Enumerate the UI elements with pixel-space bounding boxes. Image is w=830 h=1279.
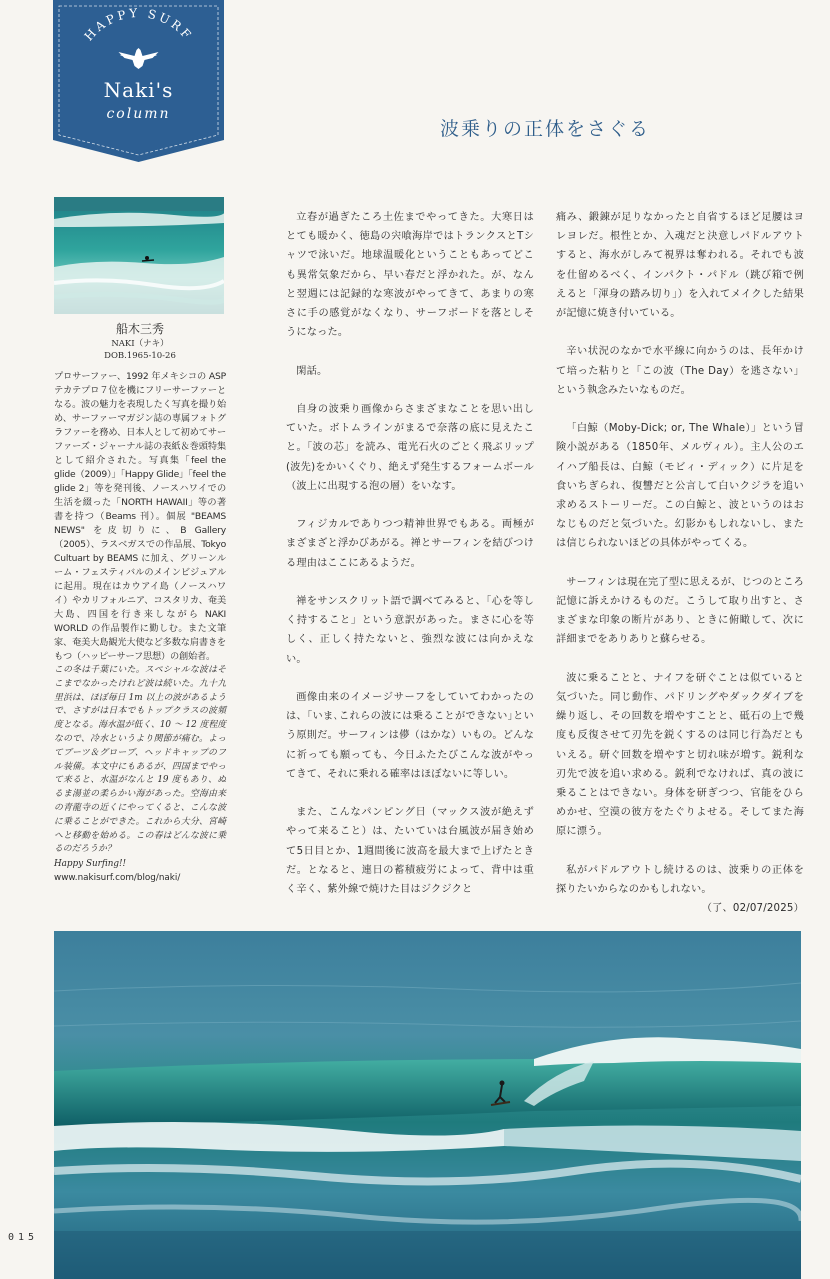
badge-sub: column: [106, 106, 171, 122]
closing-date: （了、02/07/2025）: [701, 903, 804, 915]
column-badge: [53, 0, 224, 162]
paragraph: 閑話。: [296, 365, 328, 377]
paragraph: 辛い状況のなかで水平線に向かうのは、長年かけて培った粘りと「この波（The Day）を逃さない」という執念みたいなものだ。: [556, 346, 804, 396]
paragraph: 画像由来のイメージサーフをしていてわかったのは、｢いま､これらの波には乗ることができない｣という原則だ。サーフィンは儚（はかな）いもの。どんなに祈っても願っても、今日ふたたびこんな波がやってきて、それに乗れる確率はほぼないに等しい。: [286, 692, 534, 780]
blog-link[interactable]: www.nakisurf.com/blog/naki/: [54, 873, 181, 884]
article-title: 波乗りの正体をさぐる: [440, 118, 651, 140]
author-note: この冬は千葉にいた。スペシャルな波はそこまでなかったけれど波は続いた。九十九里浜は、ほぼ毎日 1m 以上の波があるようで、さすがは日本でもトップクラスの波頻度となる。海水温が低く、10 〜 12 度程度なので、冷水というより関節が痛む。よってブーツ＆グローブ、ヘッドキャップのフル装備。本文中にもあるが、四国までやって来ると、水温がなんと 19 度もあり、ぬるま湯並の柔らかい海があった。空海由来の青龍寺の近くにやってくると、こんな波に乗ることができた。これから大分、宮崎へと移動を始める。この春はどんな波に乗るのだろうか？: [54, 665, 226, 855]
paragraph: 私がパドルアウトし続けるのは、波乗りの正体を探りたいからなのかもしれない。: [556, 864, 804, 896]
paragraph: 禅をサンスクリット語で調べてみると、「心を等しく持すること」という意訳があった。まさに心を等しく、正しく持たないと、強烈な波には向かえない。: [286, 596, 534, 665]
page-number: 015: [8, 1232, 39, 1243]
signoff: Happy Surfing!!: [54, 859, 127, 870]
paragraph: フィジカルでありつつ精神世界でもある。両極がまざまざと浮かびあがる。禅とサーフィンを結びつける理由はここにあるようだ。: [286, 519, 534, 569]
paragraph: 「白鯨（Moby-Dick; or, The Whale）」という冒険小説がある（1850年、メルヴィル）。主人公のエイハブ船長は、白鯨（モビィ・ディック）に片足を食いちぎられ、復讐だと公言して白いクジラを追い求めるストーリーだ。この白鯨と、波というのはおなじものだと気づいた。幻影かもしれないし、または信じられないほどの具体がやってくる。: [556, 423, 804, 550]
author-bio: プロサーファー、1992 年メキシコの ASP テカテプロ７位を機にフリーサーファーとなる。波の魅力を表現したく写真を撮り始め、サーファーマガジン誌の専属フォトグラファーを務め、日本人として初めてサーファーズ・ジャーナル誌の表紙＆巻頭特集として紹介された。写真集「feel the glide（2009）」「Happy Glide」「feel the glide 2」等を発刊後、ノースハワイでの生活を綴った「NORTH HAWAII」等の著書を持つ（Beams 刊）。個展 "BEAMS NEWS" を皮切りに、B Gallery（2005）、ラスベガスでの作品展、Tokyo Cultuart by BEAMS に加え、グリーンルーム・フェスティバルのメインビジュアルに起用。現在はカウアイ島（ノースハワイ）やカリフォルニア、コスタリカ、奄美大島、四国を行き来しながら NAKI WORLD の作品製作に勤しむ。また文筆家、奄美大島観光大使など多数な肩書きをもつ（ハッピーサーフ思想）の創始者。: [54, 371, 226, 662]
paragraph: サーフィンは現在完了型に思えるが、じつのところ記憶に訴えかけるものだ。こうして取り出すと、さまざまな印象の断片があり、ときに俯瞰して、次に詳細までをありありと蘇らせる。: [556, 576, 804, 646]
surf-photo-small: [54, 197, 224, 314]
paragraph: 痛み、鍛錬が足りなかったと自省するほど足腰はヨレヨレだ。根性とか、入魂だと決意しパドルアウトすると、海水がしみて視界は奪われる。それでも波を仕留めるべく、インパクト・パドル（跳び箱で例えると「渾身の踏み切り」）を入れてメイクした結果が記憶に焼き付いている。: [556, 212, 804, 320]
badge-top-text: HAPPY SURF: [81, 5, 196, 44]
author-name: 船木三秀: [115, 322, 164, 336]
article-column-1: [286, 208, 534, 918]
author-reading: NAKI（ナキ）: [111, 339, 169, 349]
article-column-2: [556, 208, 804, 919]
paragraph: 立春が過ぎたころ土佐までやってきた。大寒日はとても暖かく、徳島の宍喰海岸ではトランクスとTシャツで泳いだ。地球温暖化ということもあってどこも異常気象だから、早い春だと浮かれた。が、なんと翌週には記録的な寒波がやってきて、あまりの寒さに手の感覚がなくなり、サーフボードを落としそうになった。: [286, 212, 534, 339]
paragraph: 自身の波乗り画像からさまざまなことを思い出していた。ボトムラインがまるで奈落の底に見えたこと。「波の芯」を読み、電光石火のごとく飛ぶリップ(波先)をかいくぐり、絶えず発生するフォームボール（波上に出現する泡の層）をいなす。: [286, 404, 534, 492]
surf-photo-large: [54, 931, 801, 1279]
author-dob: DOB.1965-10-26: [104, 351, 176, 361]
paragraph: 波に乗ることと、ナイフを研ぐことは似ていると気づいた。同じ動作、パドリングやダックダイブを繰り返し、その回数を増やすことと、砥石の上で幾度も反復させて刃先を鋭くするのは同じ行為だともいえる。研ぐ回数を増やすと切れ味が増す。鋭利な刃先で波を追い求める。鋭利でなければ、真の波に乗ることはできない。身体を研ぎつつ、官能をひらめかせ、空漠の彼方をたぐりよせる。そしてまた海原に漂う。: [556, 672, 804, 838]
paragraph: また、こんなパンピング日（マックス波が絶えずやって来ること）は、たいていは台風波が届き始めて5日目とか、1週間後に波高を最大まで上げたときだ。となると、連日の蓄積疲労によって、背中は重く辛く、紫外線で焼けた目はジクジクと: [286, 807, 534, 896]
badge-name: Naki's: [103, 78, 174, 102]
author-profile: [54, 322, 226, 885]
